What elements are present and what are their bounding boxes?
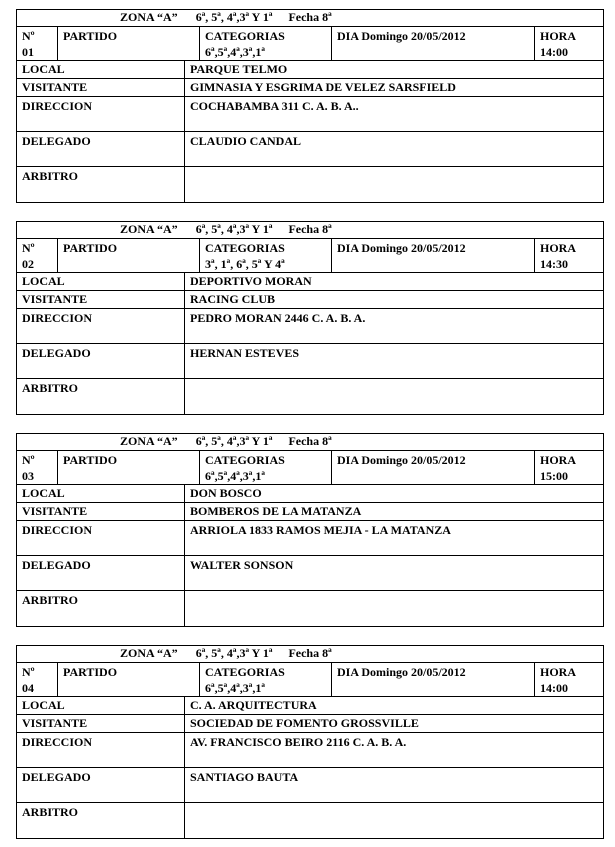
- direccion-value: COCHABAMBA 311 C. A. B. A..: [184, 97, 603, 131]
- direccion-row: [17, 520, 603, 555]
- arbitro-row: [17, 590, 603, 626]
- zona-label: ZONA “A”: [120, 222, 178, 236]
- local-value: PARQUE TELMO: [184, 61, 603, 78]
- categorias-cell: [199, 663, 331, 696]
- visitante-label: VISITANTE: [22, 716, 88, 730]
- fecha-label: Fecha 8ª: [288, 646, 332, 660]
- match-card: [16, 9, 604, 203]
- match-header: [17, 222, 603, 238]
- arbitro-row: [17, 166, 603, 202]
- visitante-label: VISITANTE: [22, 80, 88, 94]
- direccion-row: [17, 96, 603, 131]
- match-header: [17, 646, 603, 662]
- fecha-label: Fecha 8ª: [288, 222, 332, 236]
- match-number-cell: [17, 663, 57, 696]
- visitante-value: SOCIEDAD DE FOMENTO GROSSVILLE: [184, 715, 603, 732]
- local-value: C. A. ARQUITECTURA: [184, 697, 603, 714]
- local-label: LOCAL: [22, 698, 65, 712]
- hora-label: HORA: [540, 665, 576, 679]
- dia-cell: [331, 663, 534, 696]
- delegado-label: DELEGADO: [22, 134, 91, 148]
- arbitro-label: ARBITRO: [22, 593, 79, 607]
- match-categorias: 6ª,5ª,4ª,3ª,1ª: [205, 469, 265, 483]
- local-row: [17, 484, 603, 502]
- match-categorias: 6ª,5ª,4ª,3ª,1ª: [205, 681, 265, 695]
- partido-label: PARTIDO: [63, 29, 118, 43]
- match-hora: 14:00: [540, 681, 568, 695]
- match-number-cell: [17, 451, 57, 484]
- dia-cell: [331, 239, 534, 272]
- hora-cell: [534, 27, 603, 60]
- match-info-row: [17, 26, 603, 60]
- match-info-row: [17, 238, 603, 272]
- match-categorias: 6ª,5ª,4ª,3ª,1ª: [205, 45, 265, 59]
- hora-label: HORA: [540, 29, 576, 43]
- categorias-label: CATEGORIAS: [205, 453, 285, 467]
- direccion-row: [17, 308, 603, 343]
- categorias-cell: [199, 239, 331, 272]
- delegado-value: CLAUDIO CANDAL: [184, 132, 603, 166]
- visitante-row: [17, 290, 603, 308]
- local-value: DEPORTIVO MORAN: [184, 273, 603, 290]
- fecha-label: Fecha 8ª: [288, 434, 332, 448]
- visitante-value: GIMNASIA Y ESGRIMA DE VELEZ SARSFIELD: [184, 79, 603, 96]
- delegado-row: [17, 343, 603, 378]
- delegado-value: WALTER SONSON: [184, 556, 603, 590]
- partido-label: PARTIDO: [63, 241, 118, 255]
- direccion-row: [17, 732, 603, 767]
- local-row: [17, 60, 603, 78]
- arbitro-label: ARBITRO: [22, 381, 79, 395]
- partido-cell: [57, 239, 199, 272]
- match-dia: DIA Domingo 20/05/2012: [337, 453, 466, 467]
- categorias-cell: [199, 27, 331, 60]
- delegado-row: [17, 555, 603, 590]
- match-number-cell: [17, 239, 57, 272]
- direccion-value: PEDRO MORAN 2446 C. A. B. A.: [184, 309, 603, 343]
- match-card: [16, 645, 604, 839]
- visitante-value: BOMBEROS DE LA MATANZA: [184, 503, 603, 520]
- match-number: 02: [22, 257, 34, 271]
- match-number: 04: [22, 681, 34, 695]
- arbitro-value: [184, 167, 603, 202]
- partido-label: PARTIDO: [63, 453, 118, 467]
- match-dia: DIA Domingo 20/05/2012: [337, 665, 466, 679]
- delegado-label: DELEGADO: [22, 558, 91, 572]
- hora-cell: [534, 663, 603, 696]
- arbitro-label: ARBITRO: [22, 805, 79, 819]
- match-number: 01: [22, 45, 34, 59]
- hora-label: HORA: [540, 241, 576, 255]
- partido-cell: [57, 27, 199, 60]
- dia-cell: [331, 27, 534, 60]
- visitante-label: VISITANTE: [22, 504, 88, 518]
- local-label: LOCAL: [22, 62, 65, 76]
- direccion-value: AV. FRANCISCO BEIRO 2116 C. A. B. A.: [184, 733, 603, 767]
- zona-label: ZONA “A”: [120, 10, 178, 24]
- partido-label: PARTIDO: [63, 665, 118, 679]
- match-card: [16, 433, 604, 627]
- num-label: Nº: [22, 453, 35, 467]
- arbitro-value: [184, 803, 603, 838]
- match-header: [17, 434, 603, 450]
- dia-cell: [331, 451, 534, 484]
- partido-cell: [57, 663, 199, 696]
- arbitro-label: ARBITRO: [22, 169, 79, 183]
- match-dia: DIA Domingo 20/05/2012: [337, 29, 466, 43]
- delegado-row: [17, 131, 603, 166]
- match-number: 03: [22, 469, 34, 483]
- direccion-label: DIRECCION: [22, 311, 93, 325]
- local-value: DON BOSCO: [184, 485, 603, 502]
- visitante-row: [17, 78, 603, 96]
- partido-cell: [57, 451, 199, 484]
- delegado-value: SANTIAGO BAUTA: [184, 768, 603, 802]
- match-hora: 14:30: [540, 257, 568, 271]
- arbitro-value: [184, 379, 603, 414]
- local-label: LOCAL: [22, 274, 65, 288]
- visitante-value: RACING CLUB: [184, 291, 603, 308]
- hora-label: HORA: [540, 453, 576, 467]
- categorias-label: CATEGORIAS: [205, 29, 285, 43]
- match-card: [16, 221, 604, 415]
- num-label: Nº: [22, 29, 35, 43]
- hora-cell: [534, 451, 603, 484]
- categorias-label: CATEGORIAS: [205, 241, 285, 255]
- match-dia: DIA Domingo 20/05/2012: [337, 241, 466, 255]
- direccion-label: DIRECCION: [22, 523, 93, 537]
- match-categorias: 3ª, 1ª, 6ª, 5ª Y 4ª: [205, 257, 285, 271]
- visitante-label: VISITANTE: [22, 292, 88, 306]
- delegado-row: [17, 767, 603, 802]
- hora-cell: [534, 239, 603, 272]
- local-row: [17, 696, 603, 714]
- num-label: Nº: [22, 665, 35, 679]
- header-categorias: 6ª, 5ª, 4ª,3ª Y 1ª: [195, 222, 273, 236]
- match-hora: 14:00: [540, 45, 568, 59]
- header-categorias: 6ª, 5ª, 4ª,3ª Y 1ª: [195, 10, 273, 24]
- match-info-row: [17, 450, 603, 484]
- zona-label: ZONA “A”: [120, 434, 178, 448]
- match-number-cell: [17, 27, 57, 60]
- direccion-value: ARRIOLA 1833 RAMOS MEJIA - LA MATANZA: [184, 521, 603, 555]
- direccion-label: DIRECCION: [22, 735, 93, 749]
- categorias-label: CATEGORIAS: [205, 665, 285, 679]
- match-hora: 15:00: [540, 469, 568, 483]
- delegado-value: HERNAN ESTEVES: [184, 344, 603, 378]
- match-header: [17, 10, 603, 26]
- local-row: [17, 272, 603, 290]
- direccion-label: DIRECCION: [22, 99, 93, 113]
- local-label: LOCAL: [22, 486, 65, 500]
- zona-label: ZONA “A”: [120, 646, 178, 660]
- match-info-row: [17, 662, 603, 696]
- header-categorias: 6ª, 5ª, 4ª,3ª Y 1ª: [195, 434, 273, 448]
- arbitro-row: [17, 378, 603, 414]
- num-label: Nº: [22, 241, 35, 255]
- categorias-cell: [199, 451, 331, 484]
- arbitro-value: [184, 591, 603, 626]
- fecha-label: Fecha 8ª: [288, 10, 332, 24]
- arbitro-row: [17, 802, 603, 838]
- delegado-label: DELEGADO: [22, 770, 91, 784]
- visitante-row: [17, 502, 603, 520]
- header-categorias: 6ª, 5ª, 4ª,3ª Y 1ª: [195, 646, 273, 660]
- delegado-label: DELEGADO: [22, 346, 91, 360]
- visitante-row: [17, 714, 603, 732]
